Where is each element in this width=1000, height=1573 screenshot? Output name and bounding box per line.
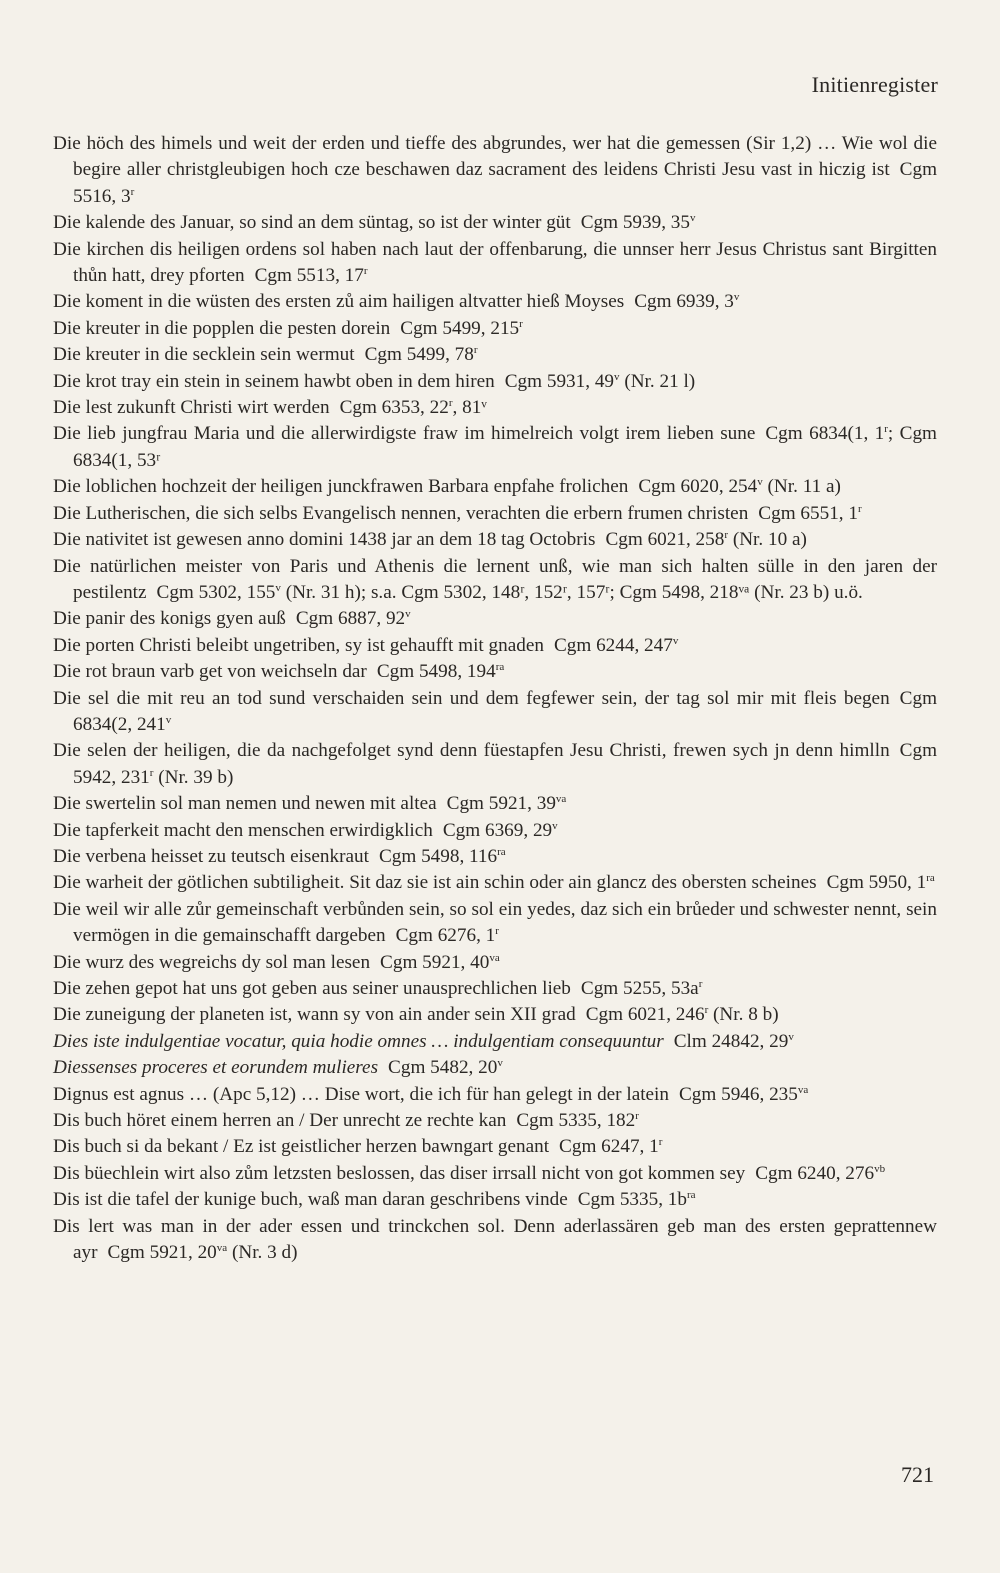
index-entry (53, 1108, 937, 1134)
folio-side: v (552, 819, 558, 832)
index-entry (53, 501, 937, 527)
index-entry (53, 1161, 937, 1187)
folio-side: ra (497, 845, 506, 858)
entry-ref-text: Cgm 5921, 40 (380, 951, 490, 973)
entry-incipit: Dis ist die tafel der kunige buch, waß man daran geschribens vinde (53, 1189, 568, 1211)
entry-incipit: Die höch des himels und weit der erden und tieffe des abgrundes, wer hat die gemessen (Sir 1,2) … Wie wol die begire aller christgleubigen hoch cze beschawen daz sacrament des leidens Christi Jesu vast in hiczig ist (53, 133, 937, 181)
entry-tail: (Nr. 21 l) (619, 370, 696, 392)
index-entry (53, 791, 937, 817)
entry-ref-text: Cgm 6247, 1 (559, 1136, 659, 1158)
index-entry (53, 527, 937, 553)
folio-side: r (130, 185, 135, 198)
entry-ref-text: Cgm 6020, 254 (638, 476, 758, 498)
entry-incipit: Dies iste indulgentiae vocatur, quia hodie omnes … indulgentiam consequuntur (53, 1030, 664, 1052)
index-entry (53, 421, 937, 474)
folio-side: ra (926, 872, 935, 885)
entry-incipit: Dis buch höret einem herren an / Der unrecht ze rechte kan (53, 1110, 507, 1132)
folio-side: v (275, 581, 281, 594)
entry-shelfmark (578, 1189, 696, 1210)
index-entry (53, 1029, 937, 1055)
entry-shelfmark (586, 1004, 779, 1025)
entry-ref-text: Cgm 6834(2, 241 (73, 687, 937, 735)
entry-shelfmark (758, 503, 861, 524)
entry-incipit: Die rot braun varb get von weichseln dar (53, 661, 367, 683)
entry-ref-text: Cgm 6369, 29 (442, 819, 553, 841)
entry-incipit: Die panir des konigs gyen auß (53, 608, 286, 630)
index-entry (53, 554, 937, 607)
folio-side: r (495, 925, 499, 938)
entry-shelfmark (605, 529, 806, 550)
index-entry (53, 395, 937, 421)
index-entry (53, 844, 937, 870)
folio-side: vb (874, 1162, 886, 1175)
folio-side: r (635, 1110, 639, 1123)
folio-side: r (519, 317, 523, 330)
entry-ref-text: Cgm 5499, 78 (364, 344, 474, 366)
index-entry (53, 1187, 937, 1213)
index-entry (53, 474, 937, 500)
entry-incipit: Die warheit der götlichen subtiligheit. Sit daz sie ist ain schin oder ain glancz des obersten scheines (53, 872, 817, 894)
index-entry (53, 818, 937, 844)
entry-ref-text: Cgm 6353, 22 (339, 397, 449, 419)
entry-shelfmark (377, 661, 504, 682)
entry-tail: (Nr. 39 b) (153, 766, 234, 788)
entry-ref-text: Cgm 6939, 3 (634, 291, 734, 313)
entry-incipit: Die kirchen dis heiligen ordens sol haben nach laut der offenbarung, die unnser herr Jesus Christus sant Birgitten thůn hatt, drey pforten (53, 238, 937, 287)
folio-side: v (497, 1057, 503, 1070)
entry-incipit: Dis buch si da bekant / Ez ist geistlicher herzen bawngart genant (53, 1136, 550, 1158)
entry-incipit: Die wurz des wegreichs dy sol man lesen (53, 951, 371, 973)
index-entry (53, 606, 937, 632)
entry-ref-text: Cgm 6021, 246 (585, 1004, 705, 1026)
entry-incipit: Die tapferkeit macht den menschen erwirdigklich (53, 819, 433, 841)
entry-tail: , 81ᵛ (452, 397, 487, 419)
entry-ref-text: Cgm 5946, 235 (679, 1083, 798, 1105)
entry-ref-text: Cgm 5302, 155 (156, 581, 276, 603)
entry-shelfmark (827, 872, 935, 893)
entry-ref-text: Cgm 5513, 17 (254, 265, 364, 287)
entry-incipit: Die krot tray ein stein in seinem hawbt oben in dem hiren (53, 370, 495, 392)
entry-incipit: Die natürlichen meister von Paris und Athenis die lernent unß, wie man sich halten sülle in den jaren der pestilentz (53, 555, 937, 603)
entry-incipit: Die kreuter in die secklein sein wermut (53, 344, 355, 366)
entry-incipit: Diessenses proceres et eorundem mulieres (53, 1057, 379, 1079)
entry-ref-text: Cgm 5482, 20 (388, 1057, 498, 1079)
entry-incipit: Die kreuter in die popplen die pesten dorein (53, 317, 391, 339)
entry-ref-text: Cgm 5942, 231 (73, 740, 937, 788)
folio-side: r (698, 978, 703, 990)
entry-shelfmark (638, 476, 841, 497)
folio-side: r (704, 1004, 709, 1017)
folio-side: ra (687, 1189, 696, 1202)
entry-shelfmark (559, 1136, 662, 1157)
entry-incipit: Die swertelin sol man nemen und newen mit altea (53, 793, 437, 815)
entry-ref-text: Cgm 6887, 92 (295, 608, 406, 630)
entry-shelfmark (554, 635, 678, 656)
index-entry (53, 1002, 937, 1028)
folio-side: r (884, 423, 888, 436)
entry-ref-text: Cgm 6834(1, 1 (765, 423, 885, 445)
entry-ref-text: Cgm 6021, 258 (605, 529, 725, 551)
entry-ref-text: Cgm 5939, 35 (580, 212, 690, 234)
index-entries (53, 131, 937, 1266)
folio-side: v (405, 608, 411, 621)
folio-side: ra (495, 661, 505, 674)
entry-incipit: Die Lutherischen, die sich selbs Evangelisch nennen, verachten die erbern frumen christen (53, 502, 749, 524)
entry-shelfmark (581, 978, 702, 999)
entry-ref-text: Cgm 5255, 53a (580, 978, 699, 999)
entry-shelfmark (400, 318, 523, 339)
entry-tail: ; Cgm 6834(1, 53ʳ (73, 423, 937, 471)
index-entry (53, 897, 937, 950)
entry-ref-text: Cgm 6240, 276 (755, 1162, 875, 1184)
folio-side: r (363, 265, 368, 278)
entry-ref-text: Cgm 5499, 215 (400, 317, 520, 339)
entry-tail: (Nr. 10 a) (728, 529, 807, 551)
folio-side: va (797, 1083, 809, 1096)
entry-shelfmark (296, 608, 411, 629)
folio-side: r (149, 766, 154, 779)
index-entry (53, 237, 937, 290)
entry-shelfmark (679, 1084, 808, 1105)
entry-shelfmark (388, 1057, 503, 1078)
entry-incipit: Die porten Christi beleibt ungetriben, sy ist gehaufft mit gnaden (53, 634, 544, 656)
index-entry (53, 289, 937, 315)
entry-tail: (Nr. 8 b) (708, 1004, 779, 1026)
entry-ref-text: Cgm 5921, 39 (446, 793, 556, 815)
entry-shelfmark (365, 344, 478, 365)
entry-shelfmark (516, 1110, 639, 1131)
folio-side: v (788, 1030, 794, 1043)
entry-incipit: Die loblichen hochzeit der heiligen junckfrawen Barbara enpfahe frolichen (53, 476, 629, 498)
entry-incipit: Die zehen gepot hat uns got geben aus seiner unausprechlichen lieb (53, 978, 571, 999)
folio-side: r (448, 397, 453, 410)
index-entry (53, 870, 937, 896)
index-entry (53, 1055, 937, 1081)
entry-ref-text: Cgm 6276, 1 (395, 925, 496, 947)
entry-tail: (Nr. 11 a) (762, 476, 841, 498)
folio-side: v (672, 634, 679, 647)
entry-shelfmark (447, 793, 567, 814)
index-entry (53, 1082, 937, 1108)
entry-incipit: Die lieb jungfrau Maria und die allerwirdigste fraw im himelreich volgt irem lieben sune (53, 423, 756, 445)
entry-shelfmark (108, 1242, 298, 1263)
index-entry (53, 686, 937, 739)
folio-side: v (614, 370, 620, 383)
index-entry (53, 342, 937, 368)
entry-ref-text: Clm 24842, 29 (673, 1030, 789, 1052)
folio-side: v (165, 713, 172, 726)
entry-incipit: Die kalende des Januar, so sind an dem süntag, so ist der winter güt (53, 212, 571, 234)
entry-incipit: Die verbena heisset zu teutsch eisenkraut (53, 845, 369, 867)
folio-side: v (757, 476, 763, 489)
entry-incipit: Die weil wir alle zůr gemeinschaft verbůnden sein, so sol ein yedes, daz sich ein brůeder und schwester nennt, sein vermögen in die gemainschafft dargeben (53, 898, 937, 947)
entry-shelfmark (755, 1163, 885, 1184)
folio-side: v (733, 291, 740, 304)
entry-shelfmark (581, 212, 696, 233)
index-entry (53, 976, 937, 1002)
folio-side: v (690, 212, 696, 225)
entry-incipit: Die koment in die wüsten des ersten zů aim hailigen altvatter hieß Moyses (53, 291, 625, 313)
entry-shelfmark (443, 820, 558, 841)
folio-side: va (555, 793, 567, 806)
folio-side: va (216, 1242, 228, 1255)
entry-ref-text: Cgm 5950, 1 (826, 872, 927, 894)
index-entry (53, 1134, 937, 1160)
index-entry (53, 950, 937, 976)
index-entry (53, 1214, 937, 1267)
entry-ref-text: Cgm 5498, 194 (376, 661, 496, 683)
page-number: 721 (901, 1462, 934, 1487)
entry-ref-text: Cgm 5931, 49 (504, 370, 615, 392)
entry-incipit: Die sel die mit reu an tod sund verschaiden sein und dem fegfewer sein, der tag sol mir mit fleis begen (53, 687, 890, 709)
entry-shelfmark (396, 925, 499, 946)
entry-shelfmark (379, 846, 506, 867)
entry-incipit: Die selen der heiligen, die da nachgefolget synd denn füestapfen Jesu Christi, frewen sych jn denn himlln (53, 740, 890, 762)
entry-ref-text: Cgm 5516, 3 (73, 159, 937, 207)
folio-side: r (724, 529, 729, 542)
entry-tail: (Nr. 31 h); s.a. Cgm 5302, 148ʳ, 152ʳ, 157ʳ; Cgm 5498, 218ᵛᵃ (Nr. 23 b) u.ö. (280, 581, 863, 603)
entry-shelfmark (380, 952, 500, 973)
entry-incipit: Dis lert was man in der ader essen und trinckchen sol. Denn aderlassären geb man des ersten geprattennew ayr (53, 1215, 937, 1264)
folio-side: r (658, 1136, 663, 1149)
entry-incipit: Dignus est agnus … (Apc 5,12) … Dise wort, die ich für han gelegt in der latein (53, 1083, 669, 1105)
folio-side: r (857, 502, 862, 515)
entry-ref-text: Cgm 6244, 247 (553, 634, 673, 656)
entry-shelfmark (634, 291, 739, 312)
folio-side: va (489, 951, 500, 964)
index-entry (53, 210, 937, 236)
entry-ref-text: Cgm 5335, 182 (516, 1110, 636, 1132)
entry-ref-text: Cgm 5498, 116 (378, 845, 498, 867)
entry-shelfmark (505, 371, 695, 392)
running-title: Initienregister (811, 72, 938, 97)
entry-incipit: Die lest zukunft Christi wirt werden (53, 397, 330, 419)
index-entry (53, 633, 937, 659)
entry-shelfmark (157, 582, 863, 603)
entry-incipit: Die zuneigung der planeten ist, wann sy von ain ander sein XII grad (53, 1004, 576, 1026)
folio-side: r (473, 344, 478, 357)
entry-tail: (Nr. 3 d) (227, 1242, 298, 1264)
index-entry (53, 131, 937, 210)
entry-shelfmark (255, 265, 368, 286)
entry-shelfmark (674, 1031, 794, 1052)
index-entry (53, 316, 937, 342)
index-entry (53, 369, 937, 395)
entry-ref-text: Cgm 5921, 20 (107, 1242, 217, 1264)
entry-incipit: Dis büechlein wirt also zům letzsten beslossen, das diser irrsall nicht von got kommen sey (53, 1162, 746, 1184)
index-entry (53, 659, 937, 685)
entry-ref-text: Cgm 5335, 1b (577, 1189, 687, 1211)
entry-shelfmark (340, 397, 487, 418)
entry-incipit: Die nativitet ist gewesen anno domini 1438 jar an dem 18 tag Octobris (53, 529, 596, 551)
index-entry (53, 738, 937, 791)
entry-ref-text: Cgm 6551, 1 (758, 502, 858, 524)
